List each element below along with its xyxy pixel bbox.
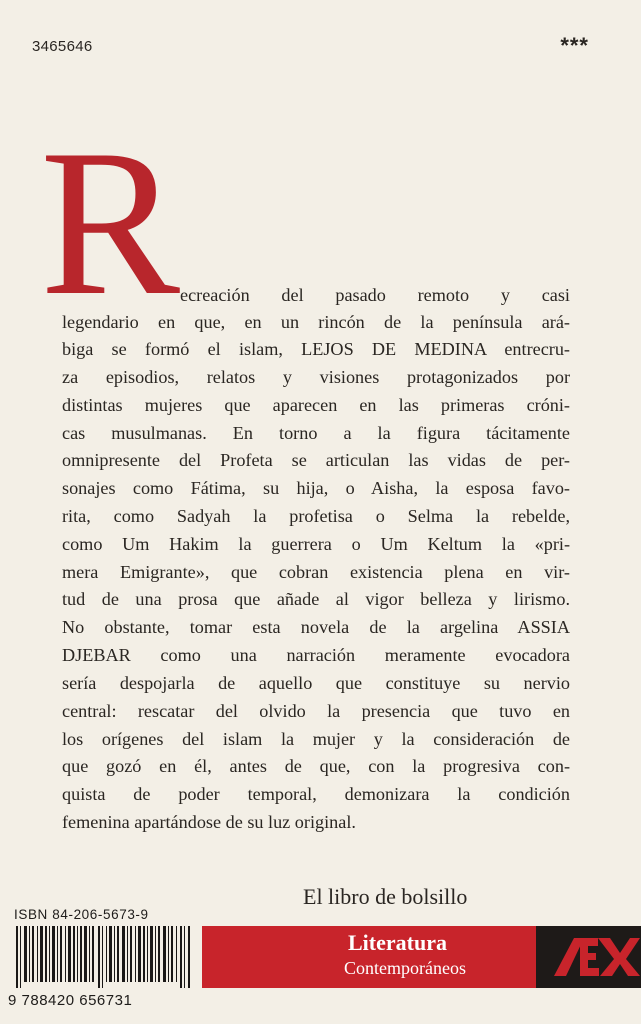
isbn-label: ISBN 84-206-5673-9 (14, 907, 149, 922)
blurb-line: rita, como Sadyah la profetisa o Selma la rebelde, (62, 506, 570, 526)
blurb-line: omnipresente del Profeta se articulan las vidas de per- (62, 450, 570, 470)
collection-title: Literatura (348, 930, 447, 955)
blurb-line: central: rescatar del olvido la presencia que tuvo en (62, 701, 570, 721)
blurb-line: femenina apartándose de su luz original. (62, 812, 356, 832)
alianza-logo-icon (536, 926, 641, 988)
blurb-line: cas musulmanas. En torno a la figura tácitamente (62, 423, 570, 443)
barcode-digits: 9 788420 656731 (8, 992, 133, 1009)
drop-cap: R (40, 107, 181, 339)
rating-stars: *** (560, 33, 589, 58)
blurb-line: DJEBAR como una narración meramente evocadora (62, 645, 570, 665)
blurb-line: za episodios, relatos y visiones protagonizados por (62, 367, 570, 387)
blurb-line: sería despojarla de aquello que constituye su nervio (62, 673, 570, 693)
blurb-line: como Um Hakim la guerrera o Um Keltum la «pri- (62, 534, 570, 554)
blurb-line: los orígenes del islam la mujer y la consideración de (62, 729, 570, 749)
collection-subtitle: Contemporáneos (344, 958, 466, 978)
blurb-line: mera Emigrante», que cobran existencia plena en vir- (62, 562, 570, 582)
series-name: El libro de bolsillo (303, 884, 468, 909)
blurb-line: quista de poder temporal, demonizara la condición (62, 784, 570, 804)
blurb-line: legendario en que, en un rincón de la península ará- (62, 312, 570, 332)
blurb-line: tud de una prosa que añade al vigor belleza y lirismo. (62, 589, 570, 609)
book-code: 3465646 (32, 38, 93, 55)
blurb-line: ecreación del pasado remoto y casi (180, 285, 570, 305)
blurb-line: que gozó en él, antes de que, con la progresiva con- (62, 756, 570, 776)
blurb-line: biga se formó el islam, LEJOS DE MEDINA entrecru- (62, 339, 570, 359)
blurb-line: distintas mujeres que aparecen en las primeras cróni- (62, 395, 570, 415)
blurb-line: sonajes como Fátima, su hija, o Aisha, la esposa favo- (62, 478, 570, 498)
barcode (14, 926, 192, 988)
blurb-line: No obstante, tomar esta novela de la argelina ASSIA (62, 617, 570, 637)
publisher-logo-box (536, 926, 641, 988)
